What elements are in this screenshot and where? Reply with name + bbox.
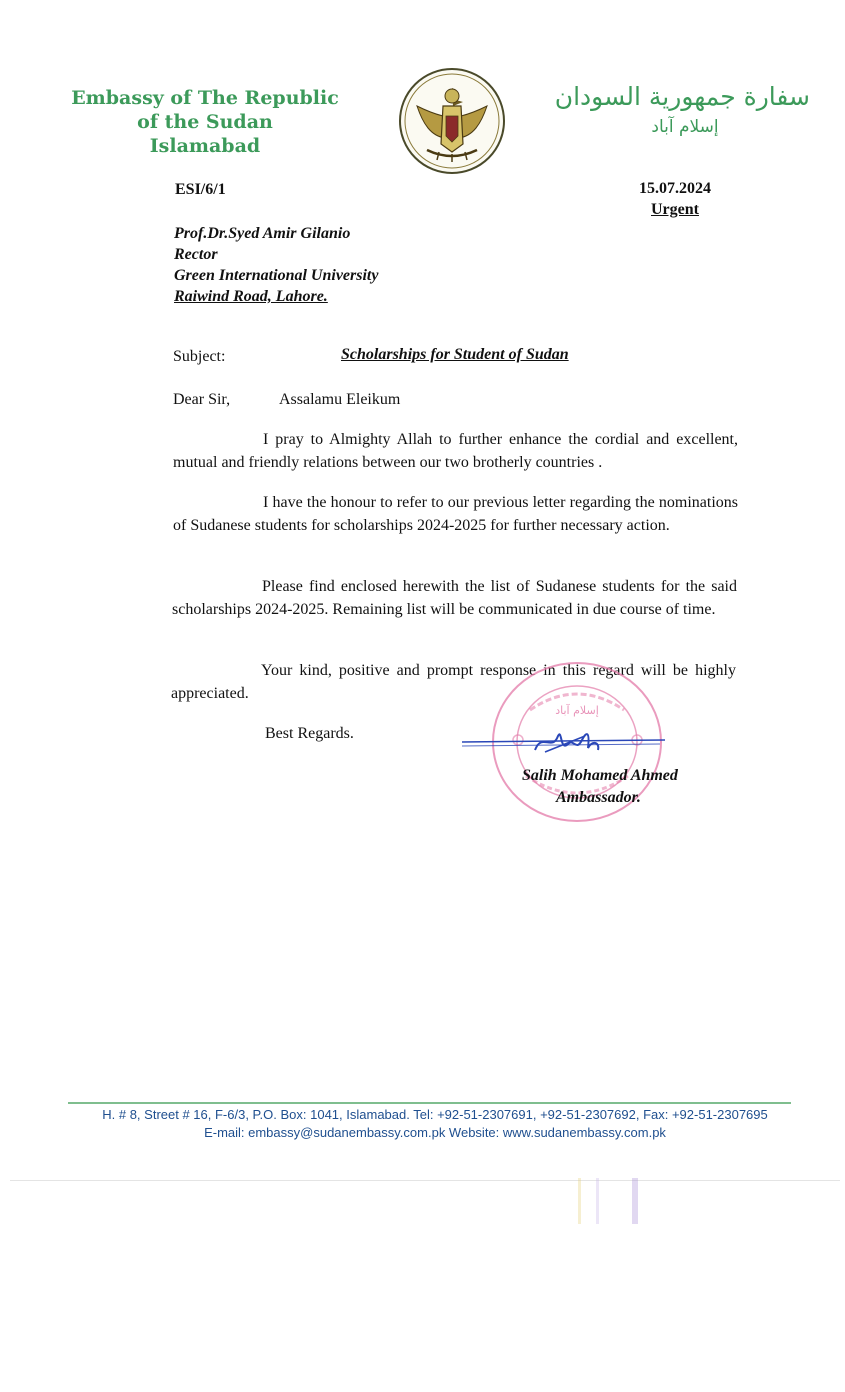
signer-block [522,765,678,809]
subject-label: Subject: [173,348,226,365]
date-block [630,178,720,220]
paragraph-text: Your kind, positive and prompt response in this regard will be highly appreciated. [171,662,736,702]
paragraph-text: I pray to Almighty Allah to further enhance the cordial and excellent, mutual and friendly relations between our two brotherly countries . [173,431,738,471]
priority-label: Urgent [651,201,699,218]
embassy-name-line: Islamabad [149,135,261,157]
recipient-street: Raiwind Road, Lahore. [174,288,328,305]
scan-artifact-mark [632,1178,638,1224]
embassy-name-english [60,86,350,158]
recipient-line: Rector [174,246,218,263]
body-paragraph-1 [173,428,738,474]
embassy-name-arabic [554,80,810,140]
salutation: Dear Sir, [173,391,231,408]
signer-name: Salih Mohamed Ahmed [522,767,678,784]
footer-email-website: E-mail: embassy@sudanembassy.com.pk Website: www.sudanembassy.com.pk [204,1125,666,1140]
subject-text: Scholarships for Student of Sudan [341,346,569,363]
recipient-line: Green International University [174,267,379,284]
body-paragraph-2 [173,491,738,537]
embassy-name-line: of the Sudan [137,111,273,133]
embassy-name-arabic-line1: سفارة جمهورية السودان [554,82,810,111]
scan-artifact-mark [578,1178,581,1224]
footer-contact [40,1106,830,1142]
footer-address: H. # 8, Street # 16, F-6/3, P.O. Box: 1041, Islamabad. Tel: +92-51-2307691, +92-51-2307692, Fax: +92-51-2307695 [102,1107,768,1122]
greeting [173,391,401,409]
handwritten-signature [460,722,670,762]
coat-of-arms-emblem [397,66,507,176]
reference-number: ESI/6/1 [175,181,226,198]
scan-artifact-line [10,1180,840,1181]
recipient-address [174,223,378,307]
stamp-city-text: إسلام آباد [555,704,599,717]
embassy-name-line: Embassy of The Republic [71,87,339,109]
opening-greeting: Assalamu Eleikum [279,391,401,408]
scan-artifact-mark [596,1178,599,1224]
paragraph-text: Please find enclosed herewith the list of Sudanese students for the said scholarships 2024-2025. Remaining list will be communicated in due course of time. [172,578,737,618]
letter-date: 15.07.2024 [639,180,711,197]
recipient-line: Prof.Dr.Syed Amir Gilanio [174,225,351,242]
footer-divider [68,1102,791,1104]
signer-title: Ambassador. [556,789,641,806]
closing-regards: Best Regards. [265,725,354,742]
embassy-city-arabic: إسلام آباد [651,117,719,137]
paragraph-text: I have the honour to refer to our previous letter regarding the nominations of Sudanese students for scholarships 2024-2025 for further necessary action. [173,494,738,534]
body-paragraph-3 [172,575,737,621]
